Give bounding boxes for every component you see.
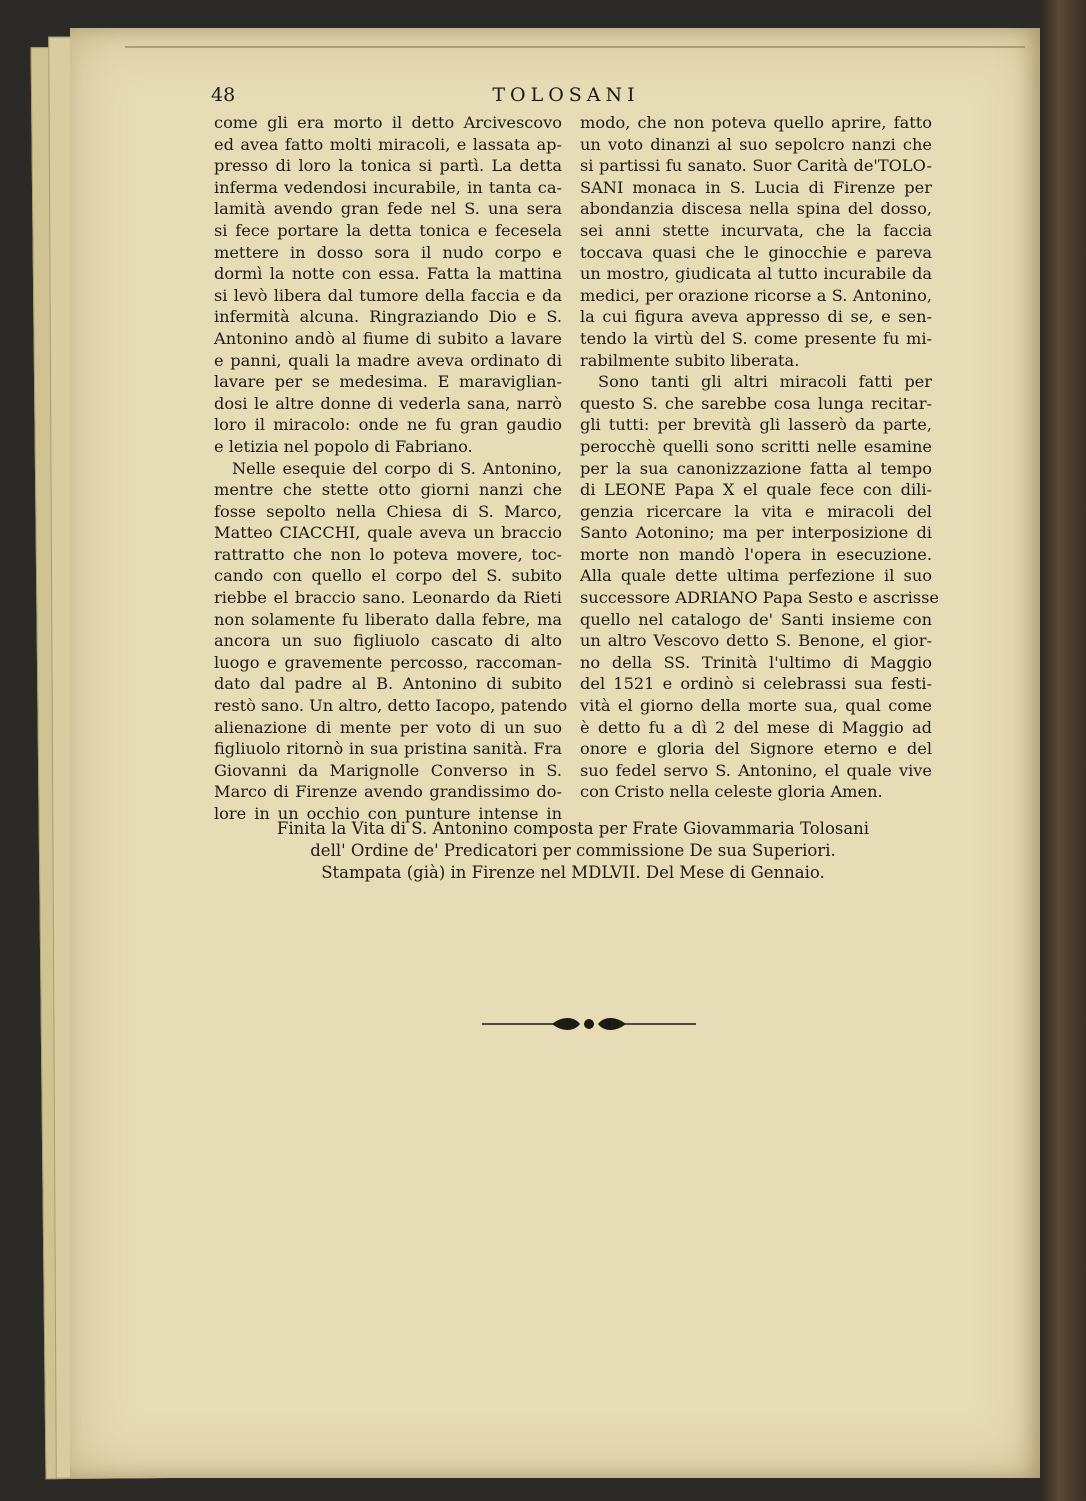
text-line: si partissi fu sanato. Suor Carità de'TOLO- <box>580 156 932 176</box>
text-line: Matteo CIACCHI, quale aveva un braccio <box>214 523 562 543</box>
text-line: un altro Vescovo detto S. Benone, el gior- <box>580 631 932 651</box>
running-head: TOLOSANI <box>492 84 640 106</box>
text-line: Antonino andò al fiume di subito a lavare <box>214 328 562 348</box>
page-number: 48 <box>211 84 236 106</box>
text-line: Alla quale dette ultima perfezione il suo <box>580 566 932 586</box>
text-line: rattratto che non lo poteva movere, toc- <box>214 544 562 564</box>
text-line: Nelle esequie del corpo di S. Antonino, <box>232 458 562 478</box>
text-line: ed avea fatto molti miracoli, e lassata ap- <box>214 134 562 154</box>
text-line: dormì la notte con essa. Fatta la mattina <box>214 264 562 284</box>
text-line: è detto fu a dì 2 del mese di Maggio ad <box>580 717 932 737</box>
text-line: medici, per orazione ricorse a S. Antonino, <box>580 285 932 305</box>
text-line: toccava quasi che le ginocchie e pareva <box>580 242 932 262</box>
right-text-column <box>580 112 939 803</box>
top-rule <box>125 46 1025 48</box>
text-line: non solamente fu liberato dalla febre, ma <box>214 609 562 629</box>
text-line: riebbe el braccio sano. Leonardo da Rieti <box>214 588 562 608</box>
text-line: fosse sepolto nella Chiesa di S. Marco, <box>214 501 562 521</box>
text-line: Marco di Firenze avendo grandissimo do- <box>214 782 562 802</box>
page-header <box>211 84 921 114</box>
text-line: dato dal padre al B. Antonino di subito <box>214 674 562 694</box>
text-line: di LEONE Papa X el quale fece con dili- <box>580 480 932 500</box>
text-line: lamità avendo gran fede nel S. una sera <box>214 199 562 219</box>
text-line: lavare per se medesima. E maraviglian- <box>214 372 562 392</box>
text-line: ancora un suo figliuolo cascato di alto <box>214 631 562 651</box>
text-line: alienazione di mente per voto di un suo <box>214 717 562 737</box>
text-line: vità el giorno della morte sua, qual come <box>580 696 932 716</box>
text-line: Stampata (già) in Firenze nel MDLVII. Del Mese di Gennaio. <box>321 863 825 882</box>
text-line: loro il miracolo: onde ne fu gran gaudio <box>214 415 562 435</box>
text-line: dosi le altre donne di vederla sana, narrò <box>214 393 562 413</box>
text-line: successore ADRIANO Papa Sesto e ascrisse <box>580 588 939 608</box>
book-spine <box>1040 0 1086 1501</box>
text-line: restò sano. Un altro, detto Iacopo, patendo <box>214 696 568 716</box>
text-line: tendo la virtù del S. come presente fu mi- <box>580 328 932 348</box>
text-line: sei anni stette incurvata, che la faccia <box>580 220 932 240</box>
text-line: no della SS. Trinità l'ultimo di Maggio <box>580 652 932 672</box>
text-line: luogo e gravemente percosso, raccoman- <box>214 652 562 672</box>
tailpiece-ornament <box>482 1014 696 1034</box>
text-line: perocchè quelli sono scritti nelle esamine <box>580 436 932 456</box>
text-line: modo, che non poteva quello aprire, fatto <box>580 113 932 132</box>
text-line: un voto dinanzi al suo sepolcro nanzi che <box>580 134 932 154</box>
text-line: con Cristo nella celeste gloria Amen. <box>580 782 883 802</box>
text-line: dell' Ordine de' Predicatori per commissione De sua Superiori. <box>310 841 836 860</box>
text-line: Giovanni da Marignolle Converso in S. <box>214 760 562 780</box>
text-line: si fece portare la detta tonica e fecesela <box>214 220 562 240</box>
text-line: rabilmente subito liberata. <box>580 350 800 370</box>
text-line: abondanzia discesa nella spina del dosso, <box>580 199 932 219</box>
text-line: infermità alcuna. Ringraziando Dio e S. <box>214 307 562 327</box>
text-line: gli tutti: per brevità gli lasserò da parte, <box>580 415 932 435</box>
text-line: per la sua canonizzazione fatta al tempo <box>580 458 932 478</box>
text-line: onore e gloria del Signore eterno e del <box>580 739 932 759</box>
text-line: lore in un occhio con punture intense in <box>214 804 562 823</box>
text-line: inferma vedendosi incurabile, in tanta ca- <box>214 177 562 197</box>
text-line: questo S. che sarebbe cosa lunga recitar- <box>580 393 932 413</box>
text-line: figliuolo ritornò in sua pristina sanità. Fra <box>214 739 562 759</box>
text-line: un mostro, giudicata al tutto incurabile da <box>580 264 932 284</box>
colophon <box>214 818 932 884</box>
text-line: morte non mandò l'opera in esecuzione. <box>580 544 932 564</box>
text-line: si levò libera dal tumore della faccia e da <box>214 285 562 305</box>
text-line: del 1521 e ordinò si celebrassi sua festi- <box>580 674 932 694</box>
text-line: presso di loro la tonica si partì. La detta <box>214 156 562 176</box>
left-text-column <box>214 112 568 825</box>
text-line: Sono tanti gli altri miracoli fatti per <box>598 372 932 392</box>
text-line: come gli era morto il detto Arcivescovo <box>214 113 562 132</box>
text-line: e letizia nel popolo di Fabriano. <box>214 436 473 456</box>
text-line: e panni, quali la madre aveva ordinato di <box>214 350 562 370</box>
text-line: quello nel catalogo de' Santi insieme con <box>580 609 932 629</box>
text-line: la cui figura aveva appresso di se, e sen- <box>580 307 932 327</box>
text-line: SANI monaca in S. Lucia di Firenze per <box>580 177 932 197</box>
text-line: genzia ricercare la vita e miracoli del <box>580 501 932 521</box>
text-line: Finita la Vita di S. Antonino composta per Frate Giovammaria Tolosani <box>276 819 870 838</box>
text-line: mentre che stette otto giorni nanzi che <box>214 480 562 500</box>
text-line: Santo Aotonino; ma per interposizione di <box>580 523 932 543</box>
text-line: cando con quello el corpo del S. subito <box>214 566 562 586</box>
text-line: suo fedel servo S. Antonino, el quale vive <box>580 760 932 780</box>
text-line: mettere in dosso sora il nudo corpo e <box>214 242 562 262</box>
